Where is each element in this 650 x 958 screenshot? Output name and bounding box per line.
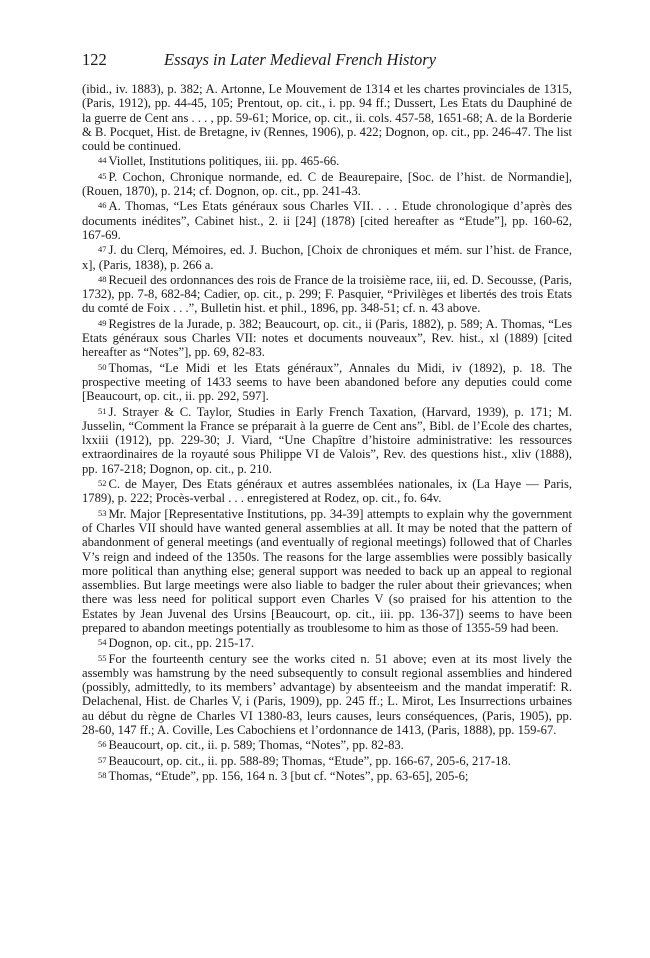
- footnote: [82, 635, 572, 650]
- footnote: [82, 169, 572, 199]
- footnote: [82, 476, 572, 506]
- footnote-number: 56: [98, 739, 107, 750]
- footnote-number: 44: [98, 155, 107, 166]
- footnote-text: P. Cochon, Chronique normande, ed. C de Beaurepaire, [Soc. de l’hist. de Normandie], (Rouen, 1870), p. 214; cf. Dognon, op. cit., pp. 241-43.: [82, 169, 572, 199]
- footnote: [82, 198, 572, 242]
- footnote-text: Recueil des ordonnances des rois de France de la troisième race, iii, ed. D. Secousse, (Paris, 1732), pp. 7-8, 682-84; Cadier, op. cit., p. 299; F. Pasquier, “Privilèges et libertés des trois Etats du comté de Foix . . .”, Bulletin hist. et phil., 1896, pp. 348-51; cf. n. 43 above.: [82, 272, 572, 316]
- footnote-number: 48: [98, 273, 107, 284]
- footnote-text: For the fourteenth century see the works cited n. 51 above; even at its most lively the assembly was hamstrung by the need subsequently to consult regional assemblies and hindered (possibly, admittedly, to its members’ advantage) by absenteeism and the mandat imperatif: R. Delachenal, Hist. de Charles V, i (Paris, 1909), pp. 245 ff.; L. Mirot, Les Insurrections urbaines au début du règne de Charles VI 1380-83, leurs causes, leurs conséquences, (Paris, 1905), pp. 28-60, 147 ff.; A. Coville, Les Cabochiens et l’ordonnance de 1413, (Paris, 1888), pp. 159-67.: [82, 651, 572, 738]
- footnote-text: A. Thomas, “Les Etats généraux sous Charles VII. . . . Etude chronologique d’après des documents inédites”, Cabinet hist., 2. ii [24] (1878) [cited hereafter as “Etude”], pp. 160-62, 167-69.: [82, 199, 572, 242]
- footnote-text: (ibid., iv. 1883), p. 382; A. Artonne, Le Mouvement de 1314 et les chartes provinciales de 1315, (Paris, 1912), pp. 44-45, 105; Prentout, op. cit., i. pp. 94 ff.; Dussert, Les Etats du Dauphiné de la guerre de Cent ans . . . , pp. 59-61; Morice, op. cit., ii. cols. 457-58, 1651-68; A. de la Borderie & B. Pocquet, Hist. de Bretagne, iv (Rennes, 1906), p. 422; Dognon, op. cit., pp. 246-47. The list could be continued.: [82, 82, 572, 154]
- footnote-text: J. Strayer & C. Taylor, Studies in Early French Taxation, (Harvard, 1939), p. 171; M. Jusselin, “Comment la France se préparait à la guerre de Cent ans”, Bibl. de l’Ecole des chartes, lxxiii (1912), pp. 229-30; J. Viard, “Une Chapître d’histoire administrative: les ressources extraordinaires de la royauté sous Philippe VI de Valois”, Rev. des questions hist., xliv (1888), pp. 167-218; Dognon, op. cit., p. 210.: [82, 404, 572, 476]
- footnote: [82, 651, 572, 738]
- footnote-text: J. du Clerq, Mémoires, ed. J. Buchon, [Choix de chroniques et mém. sur l’hist. de France, x], (Paris, 1838), p. 266 a.: [82, 243, 572, 272]
- footnote-text: Thomas, “Le Midi et les Etats généraux”, Annales du Midi, iv (1892), p. 18. The prospective meeting of 1433 seems to have been abandoned before any deputies could come [Beaucourt, op. cit., ii. pp. 292, 597].: [82, 360, 572, 404]
- page-number: 122: [82, 50, 107, 69]
- footnote-number: 58: [98, 769, 107, 780]
- footnote-number: 51: [98, 405, 107, 416]
- footnote-number: 49: [98, 317, 107, 328]
- footnote: [82, 753, 572, 768]
- footnote-text: Dognon, op. cit., pp. 215-17.: [108, 636, 255, 651]
- footnote-number: 57: [98, 754, 107, 765]
- footnote-text: Mr. Major [Representative Institutions, pp. 34-39] attempts to explain why the government of Charles VII should have wanted general assemblies at all. It may be noted that the pattern of abandonment of general meetings (and eventually of regional meetings) followed that of Charles V’s reign and indeed of the 1350s. The reasons for the large assemblies were possibly basically more political than anything else; general support was needed to back up an appeal to regional assemblies. But large meetings were also liable to badger the ruler about their grievances; when there was less need for political support even Charles V (so praised for his attention to the Estates by Jean Juvenal des Ursins [Beaucourt, op. cit., iii. pp. 136-37]) seems to have been prepared to abandon meetings potentially as troublesome to him as those of 1355-59 had been.: [82, 506, 572, 635]
- footnote-text: Viollet, Institutions politiques, iii. pp. 465-66.: [108, 154, 340, 169]
- footnote-number: 53: [98, 507, 107, 518]
- footnote-text: Beaucourt, op. cit., ii. pp. 588-89; Thomas, “Etude”, pp. 166-67, 205-6, 217-18.: [108, 753, 511, 768]
- page-header: [82, 50, 572, 70]
- footnote-text: Thomas, “Etude”, pp. 156, 164 n. 3 [but cf. “Notes”, pp. 63-65], 205-6;: [108, 768, 469, 783]
- footnote-number: 45: [98, 170, 107, 181]
- footnote-number: 47: [98, 244, 107, 255]
- footnote-text: Registres de la Jurade, p. 382; Beaucourt, op. cit., ii (Paris, 1882), p. 589; A. Thomas, “Les Etats généraux sous Charles VII: notes et documents nouveaux”, Rev. hist., xl (1889) [cited hereafter as “Notes”], pp. 69, 82-83.: [82, 316, 572, 360]
- footnote-continuation: [82, 82, 572, 153]
- footnote-number: 54: [98, 637, 107, 648]
- footnote: [82, 153, 572, 168]
- footnote: [82, 360, 572, 404]
- footnote-text: Beaucourt, op. cit., ii. p. 589; Thomas, “Notes”, pp. 82-83.: [108, 738, 404, 753]
- footnote: [82, 316, 572, 360]
- footnote: [82, 768, 572, 783]
- footnote-number: 52: [98, 478, 107, 489]
- footnote: [82, 272, 572, 316]
- footnote: [82, 242, 572, 272]
- running-title: Essays in Later Medieval French History: [164, 50, 437, 69]
- footnote: [82, 737, 572, 752]
- footnote-number: 46: [98, 200, 107, 211]
- footnote: [82, 506, 572, 636]
- footnote: [82, 404, 572, 476]
- footnote-number: 55: [98, 652, 107, 663]
- footnote-text: C. de Mayer, Des Etats généraux et autres assemblées nationales, ix (La Haye — Paris, 1789), p. 222; Procès-verbal . . . enregistered at Rodez, op. cit., fo. 64v.: [82, 477, 572, 506]
- footnote-number: 50: [98, 361, 107, 372]
- footnotes: [82, 82, 572, 783]
